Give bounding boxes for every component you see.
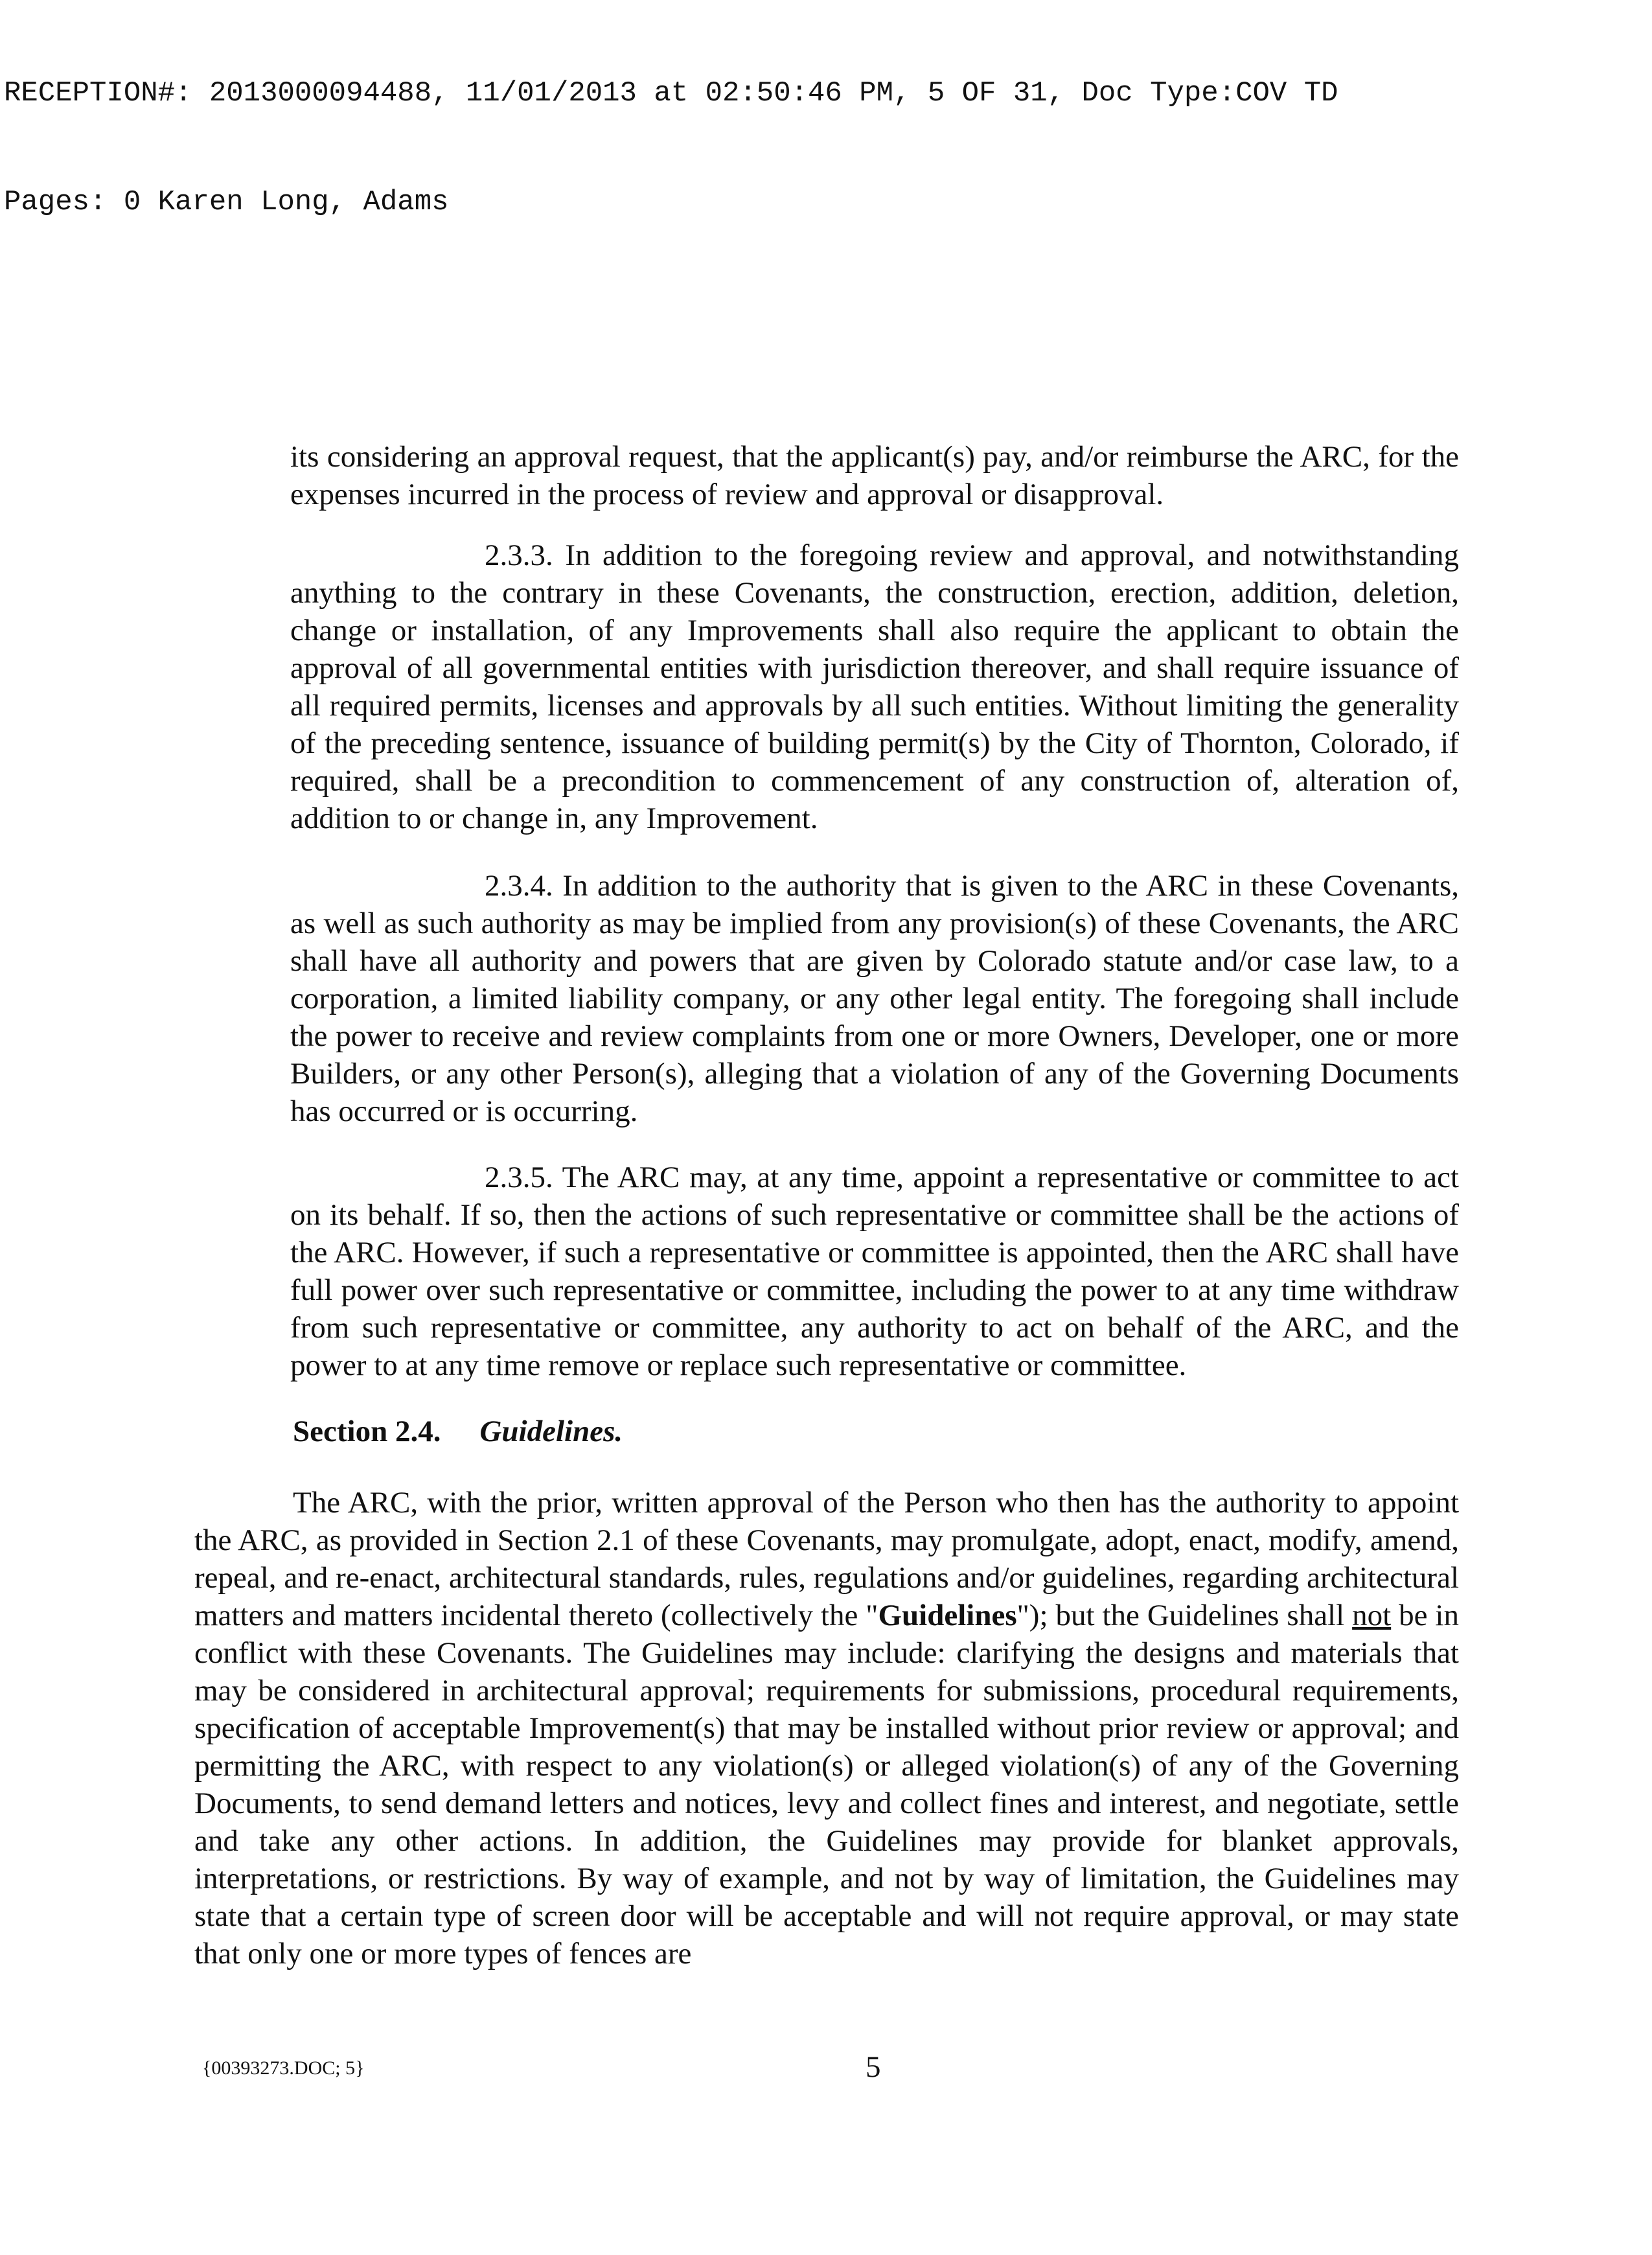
paragraph-2-3-5-text: 2.3.5. The ARC may, at any time, appoint a representative or committee to act on its behalf. If so, then the actions of such representative or committee shall be the actions of the ARC. However, if such a representative or committee is appointed, then the ARC shall have full power over such representative or committee, including the power to at any time withdraw from such representative or committee, any authority to act on behalf of the ARC, and the power to at any time remove or replace such representative or committee.	[290, 1161, 1459, 1382]
recording-stamp-line-1: RECEPTION#: 2013000094488, 11/01/2013 at 02:50:46 PM, 5 OF 31, Doc Type:COV TD	[4, 77, 1338, 110]
paragraph-2-3-3-text: 2.3.3. In addition to the foregoing review and approval, and notwithstanding anything to the contrary in these Covenants, the construction, erection, addition, deletion, change or installation, of any Improvements shall also require the applicant to obtain the approval of all governmental entities with jurisdiction thereover, and shall require issuance of all required permits, licenses and approvals by all such entities. Without limiting the generality of the preceding sentence, issuance of building permit(s) by the City of Thornton, Colorado, if required, shall be a precondition to commencement of any construction of, alteration of, addition to or change in, any Improvement.	[290, 538, 1459, 835]
section-title: Guidelines.	[479, 1415, 623, 1448]
guidelines-defined-term: Guidelines	[878, 1599, 1017, 1632]
guidelines-paragraph	[194, 1484, 1459, 1972]
recording-stamp	[4, 3, 1338, 257]
paragraph-2-3-4-text: 2.3.4. In addition to the authority that is given to the ARC in these Covenants, as well as such authority as may be implied from any provision(s) of these Covenants, the ARC shall have all authority and powers that are given by Colorado statute and/or case law, to a corporation, a limited liability company, or any other legal entity. The foregoing shall include the power to receive and review complaints from one or more Owners, Developer, one or more Builders, or any other Person(s), alleging that a violation of any of the Governing Documents has occurred or is occurring.	[290, 869, 1459, 1128]
guidelines-emphasis: not	[1352, 1599, 1392, 1632]
section-number: Section 2.4.	[293, 1415, 441, 1448]
footer-document-id: {00393273.DOC; 5}	[202, 2057, 365, 2079]
paragraph-2-3-5	[290, 1159, 1459, 1384]
guidelines-text-part-2: "); but the Guidelines shall	[1016, 1599, 1353, 1632]
continuation-paragraph: its considering an approval request, that the applicant(s) pay, and/or reimburse the ARC, for the expenses incurred in the process of review and approval or disapproval.	[290, 440, 1459, 511]
recording-stamp-line-2: Pages: 0 Karen Long, Adams	[4, 186, 449, 218]
guidelines-text-part-1: The ARC, with the prior, written approval of the Person who then has the authority to appoint the ARC, as provided in Section 2.1 of these Covenants, may promulgate, adopt, enact, modify, amend, repeal, and re-enact, architectural standards, rules, regulations and/or guidelines, regarding architectural matters and matters incidental thereto (collectively the "	[194, 1486, 1459, 1632]
guidelines-text-part-3: be in conflict with these Covenants. The Guidelines may include: clarifying the designs and materials that may be considered in architectural approval; requirements for submissions, procedural requirements, specification of acceptable Improvement(s) that may be installed without prior review or approval; and permitting the ARC, with respect to any violation(s) or alleged violation(s) of any of the Governing Documents, to send demand letters and notices, levy and collect fines and interest, and negotiate, settle and take any other actions. In addition, the Guidelines may provide for blanket approvals, interpretations, or restrictions. By way of example, and not by way of limitation, the Guidelines may state that a certain type of screen door will be acceptable and will not require approval, or may state that only one or more types of fences are	[194, 1599, 1459, 1971]
paragraph-2-3-3	[290, 537, 1459, 837]
footer-page-number: 5	[866, 2050, 881, 2084]
paragraph-2-3-4	[290, 867, 1459, 1130]
section-heading	[293, 1413, 623, 1450]
